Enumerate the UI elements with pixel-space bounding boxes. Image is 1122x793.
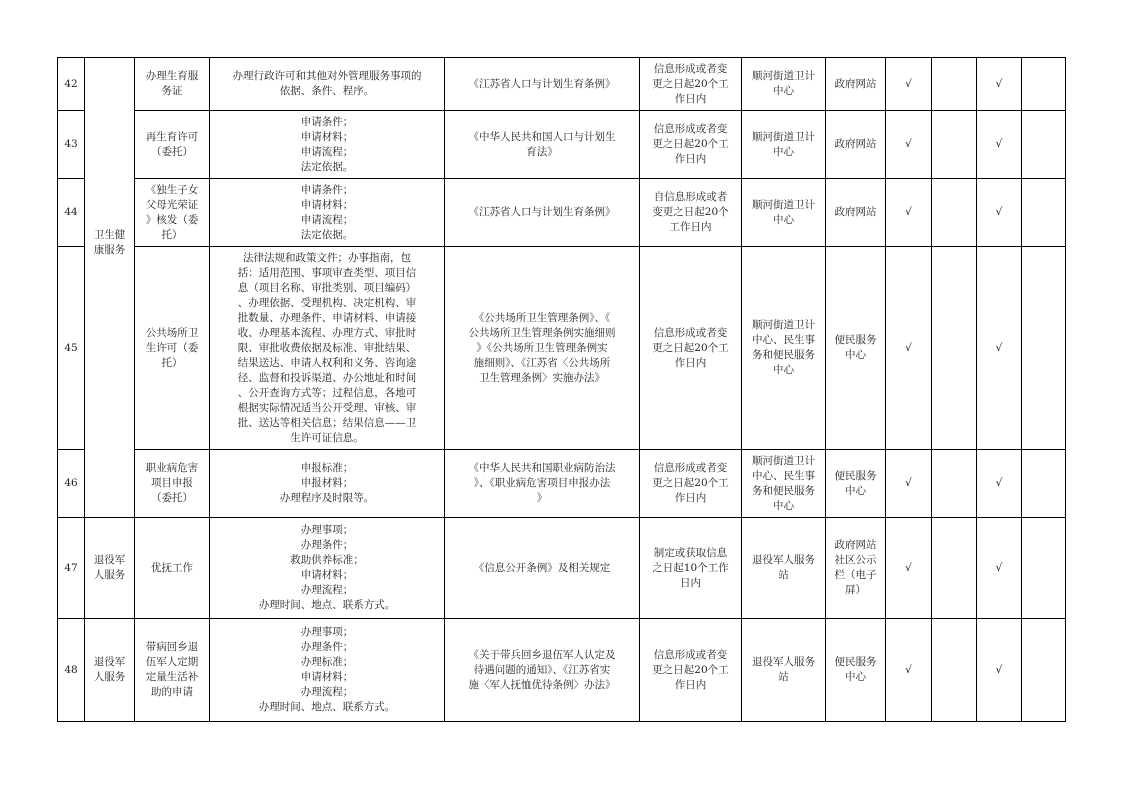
cell-line: 卫生健	[93, 228, 126, 241]
table-row	[58, 179, 1066, 247]
cell-line: 生许可证信息。	[290, 431, 364, 444]
cell-line: 职业病危害	[145, 462, 199, 474]
cell-line: 变更之日起20个	[652, 206, 729, 218]
cell-line: 退役军人服务	[752, 656, 815, 668]
check-cell: √	[977, 179, 1022, 247]
table-row	[58, 58, 1066, 111]
cell-line: 《信息公开条例》及相关规定	[473, 561, 611, 574]
channel-cell	[826, 179, 886, 247]
timeframe-cell	[640, 518, 742, 619]
basis-cell	[445, 518, 640, 619]
channel-cell	[826, 619, 886, 722]
row-number: 45	[58, 247, 85, 450]
cell-line: 站	[778, 569, 789, 581]
category-label	[87, 228, 132, 258]
cell-line: 施〈军人抚恤优待条例〉办法》	[468, 678, 616, 691]
cell-line: 人服务	[93, 569, 126, 581]
cell-line: 法定依据。	[300, 160, 354, 173]
cell-line: 》核发（委	[145, 213, 199, 226]
item-name-cell	[135, 111, 210, 179]
check-cell	[1022, 179, 1066, 247]
cell-line: 退役军人服务	[752, 554, 815, 566]
content-cell	[210, 58, 445, 111]
item-name-cell	[135, 619, 210, 722]
check-cell: √	[977, 111, 1022, 179]
cell-line: 公共场所卫生管理条例实施细则	[468, 326, 616, 339]
cell-line: 、公开查询方式等；过程信息，各地可	[237, 386, 417, 399]
cell-line: 便民服务	[834, 656, 877, 668]
timeframe-cell	[640, 247, 742, 450]
check-cell: √	[886, 518, 932, 619]
table-row	[58, 518, 1066, 619]
check-cell	[932, 247, 977, 450]
cell-line: 申请条件；	[300, 183, 354, 196]
cell-line: 更之日起20个工	[652, 138, 729, 150]
item-name-cell	[135, 518, 210, 619]
cell-line: 办理条件；	[300, 641, 354, 653]
timeframe-cell	[640, 179, 742, 247]
basis-cell	[445, 111, 640, 179]
cell-line: 申请材料；	[300, 569, 354, 581]
cell-line: 务和便民服务	[752, 349, 815, 361]
cell-line: 办理流程；	[300, 584, 354, 596]
cell-line: 办理时间、地点、联系方式。	[258, 599, 396, 611]
cell-line: 办理程序及时限等。	[279, 492, 375, 504]
cell-line: 《江苏省人口与计划生育条例》	[468, 77, 616, 90]
channel-cell	[826, 518, 886, 619]
item-name-cell	[135, 450, 210, 518]
check-cell: √	[886, 450, 932, 518]
cell-line: 更之日起20个工	[652, 663, 729, 676]
cell-line: 信息形成或者变	[653, 62, 728, 75]
cell-line: 制定或获取信息	[653, 546, 728, 559]
cell-line: 信息形成或者变	[653, 326, 728, 339]
cell-line: 中心	[773, 499, 794, 512]
cell-line: 作日内	[674, 678, 707, 691]
cell-line: 批数量、办理条件、申请材料、申请接	[237, 311, 417, 324]
cell-line: 带病回乡退	[145, 641, 199, 653]
timeframe-cell	[640, 111, 742, 179]
table-row	[58, 111, 1066, 179]
timeframe-cell	[640, 450, 742, 518]
cell-line: 中心	[845, 671, 866, 683]
cell-line: 助的申请	[151, 686, 193, 698]
category-cell	[85, 518, 135, 619]
subject-cell	[742, 179, 826, 247]
cell-line: 作日内	[674, 492, 707, 504]
check-cell	[1022, 450, 1066, 518]
cell-line: 申请材料；	[300, 198, 354, 211]
cell-line: 《中华人民共和国人口与计划生	[468, 130, 616, 143]
check-cell	[932, 518, 977, 619]
check-cell	[1022, 111, 1066, 179]
cell-line: 办理生育服	[145, 70, 199, 82]
cell-line: 顺河街道卫计	[752, 319, 815, 331]
cell-line: 便民服务	[834, 334, 877, 346]
cell-line: 更之日起20个工	[652, 477, 729, 489]
cell-line: 申请条件；	[300, 115, 354, 128]
cell-line: 之日起10个工作	[652, 561, 729, 574]
subject-cell	[742, 518, 826, 619]
row-number: 42	[58, 58, 85, 111]
cell-line: 申请材料；	[300, 130, 354, 143]
cell-line: 生许可（委	[145, 341, 199, 354]
cell-line: 人服务	[93, 671, 126, 683]
cell-line: 径、监督和投诉渠道、办公地址和时间	[237, 371, 417, 384]
check-cell	[932, 111, 977, 179]
category-cell	[85, 619, 135, 722]
check-cell: √	[886, 179, 932, 247]
table-row	[58, 450, 1066, 518]
cell-line: 栏（电子	[834, 569, 877, 581]
cell-line: 施细则》、《江苏省〈公共场所	[473, 356, 611, 369]
row-number: 46	[58, 450, 85, 518]
cell-line: 作日内	[674, 356, 707, 369]
cell-line: 更之日起20个工	[652, 341, 729, 354]
cell-line: 顺河街道卫计	[752, 70, 815, 82]
basis-cell	[445, 247, 640, 450]
cell-line: 便民服务	[834, 469, 877, 482]
item-name-cell	[135, 247, 210, 450]
subject-cell	[742, 619, 826, 722]
cell-line: 申请材料；	[300, 671, 354, 683]
basis-cell	[445, 450, 640, 518]
item-name-cell	[135, 179, 210, 247]
cell-line: （委托）	[151, 492, 193, 504]
cell-line: 信息形成或者变	[653, 648, 728, 661]
cell-line: 》《公共场所卫生管理条例实	[476, 341, 608, 354]
cell-line: 《江苏省人口与计划生育条例》	[468, 206, 616, 218]
cell-line: 优抚工作	[151, 561, 193, 574]
channel-cell	[826, 58, 886, 111]
subject-cell	[742, 58, 826, 111]
cell-line: 顺河街道卫计	[752, 198, 815, 211]
cell-line: 括：适用范围、事项审查类型、项目信	[237, 266, 417, 279]
cell-line: 自信息形成或者	[653, 191, 728, 203]
cell-line: 》	[536, 492, 548, 504]
check-cell	[1022, 518, 1066, 619]
check-cell: √	[977, 518, 1022, 619]
cell-line: 中心	[773, 213, 794, 226]
cell-line: 中心	[845, 484, 866, 497]
cell-line: 信息形成或者变	[653, 462, 728, 474]
check-cell	[1022, 58, 1066, 111]
cell-line: 退役军	[93, 554, 126, 566]
cell-line: 依据、条件、程序。	[279, 85, 375, 97]
basis-cell	[445, 619, 640, 722]
check-cell: √	[886, 619, 932, 722]
check-cell: √	[977, 619, 1022, 722]
cell-line: 屏）	[845, 584, 866, 596]
cell-line: （委托）	[151, 145, 193, 158]
cell-line: 中心	[773, 85, 794, 97]
cell-line: 办理标准；	[300, 656, 354, 668]
cell-line: 申请流程；	[300, 213, 354, 226]
cell-line: 托）	[161, 356, 183, 369]
cell-line: 申请流程；	[300, 145, 354, 158]
subject-cell	[742, 247, 826, 450]
check-cell: √	[886, 247, 932, 450]
table-row	[58, 247, 1066, 450]
check-cell: √	[977, 247, 1022, 450]
cell-line: 《中华人民共和国职业病防治法	[468, 462, 616, 474]
cell-line: 伍军人定期	[145, 656, 199, 668]
cell-line: 务证	[161, 85, 183, 97]
content-cell	[210, 247, 445, 450]
cell-line: 办理事项；	[300, 524, 354, 536]
cell-line: 中心	[773, 364, 794, 376]
cell-line: 康服务	[93, 243, 126, 256]
cell-line: 结果送达、申请人权利和义务、咨询途	[237, 356, 417, 369]
cell-line: 信息形成或者变	[653, 123, 728, 135]
cell-line: 公共场所卫	[145, 326, 199, 339]
row-number: 48	[58, 619, 85, 722]
cell-line: 托）	[161, 228, 183, 241]
table-body	[58, 58, 1066, 722]
cell-line: 社区公示	[834, 554, 877, 566]
cell-line: 再生育许可	[145, 130, 199, 143]
content-cell	[210, 450, 445, 518]
cell-line: 办理时间、地点、联系方式。	[258, 701, 396, 713]
basis-cell	[445, 58, 640, 111]
row-number: 44	[58, 179, 85, 247]
content-cell	[210, 179, 445, 247]
cell-line: 中心、民生事	[752, 334, 815, 346]
check-cell: √	[977, 58, 1022, 111]
cell-line: 办理流程；	[300, 686, 354, 698]
cell-line: 申报标准；	[300, 462, 354, 474]
cell-line: 育法》	[526, 145, 558, 158]
cell-line: 政府网站	[834, 138, 877, 150]
cell-line: 限、审批收费依据及标准、审批结果、	[237, 341, 417, 354]
cell-line: 日内	[680, 576, 701, 589]
cell-line: 申报材料；	[300, 477, 354, 489]
channel-cell	[826, 111, 886, 179]
cell-line: 《独生子女	[145, 183, 199, 196]
cell-line: 法定依据。	[300, 228, 354, 241]
channel-cell	[826, 450, 886, 518]
check-cell	[932, 619, 977, 722]
cell-line: 批、送达等相关信息；结果信息——卫	[237, 416, 417, 429]
item-name-cell	[135, 58, 210, 111]
cell-line: 项目申报	[151, 477, 193, 489]
cell-line: 根据实际情况适当公开受理、审核、审	[237, 401, 417, 414]
content-cell	[210, 111, 445, 179]
cell-line: 中心、民生事	[752, 469, 815, 482]
cell-line: 政府网站	[834, 77, 877, 90]
check-cell	[932, 179, 977, 247]
cell-line: 父母光荣证	[145, 198, 199, 211]
cell-line: 办理条件；	[300, 539, 354, 551]
check-cell	[932, 450, 977, 518]
check-cell	[1022, 619, 1066, 722]
cell-line: 政府网站	[834, 539, 877, 551]
cell-line: 办理事项；	[300, 626, 354, 638]
row-number: 43	[58, 111, 85, 179]
cell-line: 》、《职业病危害项目申报办法	[473, 477, 611, 489]
category-cell	[85, 58, 135, 518]
check-cell: √	[977, 450, 1022, 518]
disclosure-table	[57, 57, 1066, 722]
check-cell: √	[886, 58, 932, 111]
cell-line: 卫生管理条例〉实施办法》	[479, 371, 605, 384]
cell-line: 务和便民服务	[752, 484, 815, 497]
channel-cell	[826, 247, 886, 450]
cell-line: 工作日内	[669, 221, 712, 233]
cell-line: 退役军	[93, 656, 126, 668]
cell-line: 定量生活补	[145, 671, 199, 683]
cell-line: 作日内	[674, 153, 707, 165]
check-cell: √	[886, 111, 932, 179]
cell-line: 救助供养标准；	[290, 554, 364, 566]
cell-line: 中心	[773, 145, 794, 158]
check-cell	[1022, 247, 1066, 450]
content-cell	[210, 619, 445, 722]
cell-line: 顺河街道卫计	[752, 130, 815, 143]
cell-line: 息（项目名称、审批类别、项目编码）	[237, 281, 417, 294]
cell-line: 法律法规和政策文件；办事指南，包	[243, 251, 411, 264]
cell-line: 作日内	[674, 92, 707, 105]
row-number: 47	[58, 518, 85, 619]
timeframe-cell	[640, 58, 742, 111]
cell-line: 政府网站	[834, 206, 877, 218]
content-cell	[210, 518, 445, 619]
cell-line: 收、办理基本流程、办理方式、审批时	[237, 326, 417, 339]
cell-line: 顺河街道卫计	[752, 454, 815, 467]
cell-line: 更之日起20个工	[652, 77, 729, 90]
check-cell	[932, 58, 977, 111]
cell-line: 《关于带兵回乡退伍军人认定及	[468, 648, 616, 661]
table-row	[58, 619, 1066, 722]
timeframe-cell	[640, 619, 742, 722]
subject-cell	[742, 111, 826, 179]
cell-line: 办理行政许可和其他对外管理服务事项的	[232, 70, 422, 82]
cell-line: 待遇问题的通知》、《江苏省实	[473, 663, 611, 676]
basis-cell	[445, 179, 640, 247]
cell-line: 《公共场所卫生管理条例》、《	[473, 311, 611, 324]
subject-cell	[742, 450, 826, 518]
cell-line: 、办理依据、受理机构、决定机构、审	[237, 296, 417, 309]
cell-line: 站	[778, 671, 789, 683]
cell-line: 中心	[845, 349, 866, 361]
